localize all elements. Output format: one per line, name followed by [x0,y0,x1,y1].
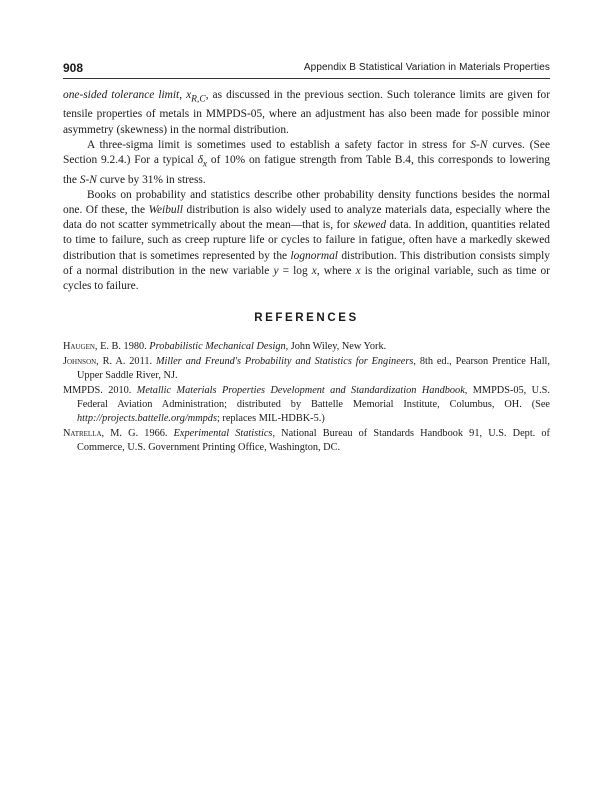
reference-item [63,384,550,425]
text-run: of 10% on fatigue strength from Table B.4, this corresponds to lowering the [63,154,551,186]
text-run: , where [316,264,356,277]
symbol-x: x [311,264,317,277]
term-weibull: Weibull [148,203,183,216]
text-run: distribution is also widely used to analyze materials data, especially where the data do not scatter symmetrically about the mean—that is, for [63,203,551,232]
symbol-x: x [186,89,192,101]
reference-details: , 8th ed., Pearson Prentice Hall, Upper Saddle River, NJ. [77,356,550,382]
term-s-n: S-N [79,173,97,186]
reference-title: Experimental Statistics [173,428,273,440]
subscript-x: x [202,159,208,170]
reference-details: , MMPDS-05, U.S. Federal Aviation Administration; distributed by Battelle Memorial Institute, Columbus, OH. (See [77,385,550,411]
subscript-rc: R,C [191,94,206,105]
references-heading: REFERENCES [254,312,359,324]
symbol-y: y [273,264,279,277]
text-run: , [179,89,187,101]
reference-year: 2010. [102,385,137,397]
running-header [63,61,550,75]
paragraph-distributions [63,188,550,294]
symbol-x: x [355,264,361,277]
reference-title: Probabilistic Mechanical Design [149,341,286,352]
text-run: , as discussed in the previous section. Such tolerance limits are given for tensile properties of metals in MMPDS-05, where an adjustment has also been made for possible minor asymmetry (skewness) in the normal distribution. [63,89,550,136]
reference-title: Miller and Freund's Probability and Statistics for Engineers [155,356,414,368]
page-number: 908 [63,61,84,75]
reference-details: , John Wiley, New York. [285,341,387,352]
reference-url: http://projects.battelle.org/mmpds [77,412,217,424]
text-run: curve by 31% in stress. [96,173,206,186]
symbol-delta: δ [197,154,203,167]
reference-author: Natrella, M. G. [63,428,139,440]
reference-author: Haugen, E. B. [63,341,121,352]
text-run: Books on probability and statistics describe other probability density functions besides the normal one. Of these, the [63,188,550,216]
text-run: curves. (See Section 9.2.4.) For a typical [63,138,551,167]
text-run: = log [278,264,312,277]
reference-author: MMPDS. [63,385,103,397]
term-s-n: S-N [470,138,488,151]
reference-item [63,427,550,455]
paragraph-three-sigma [63,138,550,188]
reference-year: 2011. [125,356,156,368]
reference-year: 1980. [120,341,150,352]
reference-title: Metallic Materials Properties Development and Standardization Handbook [136,385,465,397]
reference-item [63,355,550,383]
reference-author: Johnson, R. A. [63,356,126,368]
body-text [63,88,550,294]
text-run: data. In addition, quantities related to time to failure, such as creep rupture life or cycles to failure in fatigue, often have a markedly skewed distribution that is sometimes represented by the [63,219,550,262]
reference-item [63,340,550,354]
references-list [63,340,550,456]
reference-details: , National Bureau of Standards Handbook 91, U.S. Dept. of Commerce, U.S. Government Printing Office, Washington, DC. [77,428,550,454]
reference-details-end: ; replaces MIL-HDBK-5.) [216,412,325,424]
header-rule [63,78,550,79]
text-run: is the original variable, such as time or cycles to failure. [63,264,550,292]
term-skewed: skewed [353,219,387,232]
paragraph-tolerance-limits [63,88,550,138]
text-run: A three-sigma limit is sometimes used to establish a safety factor in stress for [87,138,471,151]
chapter-title: Appendix B Statistical Variation in Materials Properties [303,62,550,73]
reference-year: 1966. [138,428,174,440]
text-run: distribution. This distribution consists simply of a normal distribution in the new variable [63,249,550,277]
term-lognormal: lognormal [290,249,338,262]
term-one-sided-tolerance-limit: one-sided tolerance limit [63,89,180,101]
